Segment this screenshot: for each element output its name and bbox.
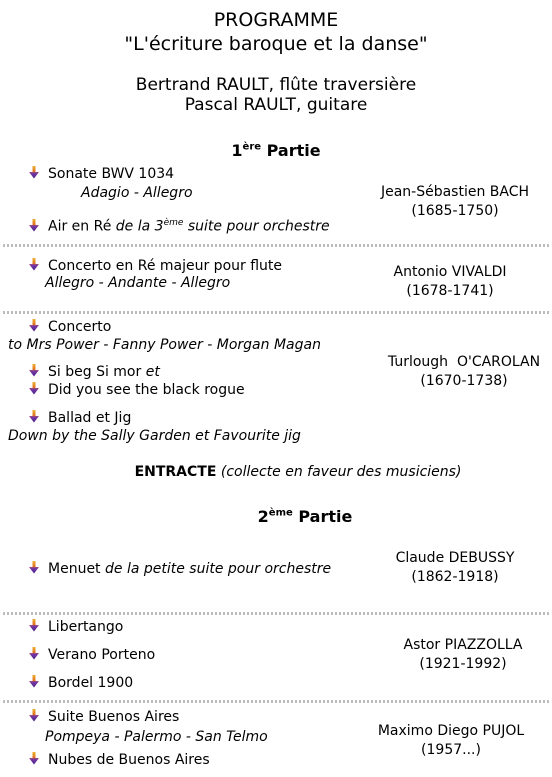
- list-item: Nubes de Buenos Aires: [28, 752, 210, 768]
- list-item: Sonate BWV 1034: [28, 166, 174, 182]
- composer-pujol: Maximo Diego PUJOL (1957...): [377, 723, 525, 758]
- list-item: Concerto en Ré majeur pour flute: [28, 258, 282, 274]
- composer-bach: Jean-Sébastien BACH (1685-1750): [380, 184, 530, 219]
- movement-text: Adagio - Allegro: [81, 185, 193, 201]
- divider: [3, 700, 549, 703]
- arrow-bullet-icon: [28, 166, 40, 179]
- composer-vivaldi: Antonio VIVALDI (1678-1741): [393, 264, 507, 299]
- performer-guitar: Pascal RAULT, guitare: [184, 95, 368, 115]
- entracte-line: ENTRACTE (collecte en faveur des musiciens): [134, 464, 462, 480]
- list-item: Bordel 1900: [28, 675, 133, 691]
- movement-text: to Mrs Power - Fanny Power - Morgan Magan: [8, 337, 321, 353]
- composer-debussy: Claude DEBUSSY (1862-1918): [395, 550, 515, 585]
- list-item: Did you see the black rogue: [28, 382, 245, 398]
- list-item: Verano Porteno: [28, 647, 155, 663]
- part-1-heading: 1ère Partie: [231, 141, 321, 160]
- list-item: Suite Buenos Aires: [28, 709, 179, 725]
- arrow-bullet-icon: [28, 709, 40, 722]
- arrow-bullet-icon: [28, 619, 40, 632]
- list-item: Ballad et Jig: [28, 410, 131, 426]
- composer-ocarolan: Turlough O'CAROLAN (1670-1738): [387, 354, 541, 389]
- composer-piazzolla: Astor PIAZZOLLA (1921-1992): [403, 637, 523, 672]
- arrow-bullet-icon: [28, 258, 40, 271]
- arrow-bullet-icon: [28, 364, 40, 377]
- part-2-heading: 2ème Partie: [257, 507, 353, 526]
- arrow-bullet-icon: [28, 382, 40, 395]
- programme-title: PROGRAMME: [213, 9, 339, 31]
- programme-subtitle: "L'écriture baroque et la danse": [124, 33, 428, 55]
- list-item: Air en Ré de la 3ème suite pour orchestre: [28, 218, 330, 235]
- divider: [3, 612, 549, 615]
- arrow-bullet-icon: [28, 675, 40, 688]
- divider: [3, 244, 549, 247]
- list-item: Libertango: [28, 619, 123, 635]
- arrow-bullet-icon: [28, 647, 40, 660]
- arrow-bullet-icon: [28, 219, 40, 232]
- arrow-bullet-icon: [28, 319, 40, 332]
- list-item: Concerto: [28, 319, 111, 335]
- list-item: Menuet de la petite suite pour orchestre: [28, 561, 331, 577]
- performer-flute: Bertrand RAULT, flûte traversière: [135, 75, 417, 95]
- arrow-bullet-icon: [28, 410, 40, 423]
- list-item: Si beg Si mor et: [28, 364, 160, 380]
- movement-text: Pompeya - Palermo - San Telmo: [45, 729, 268, 745]
- divider: [3, 311, 549, 314]
- arrow-bullet-icon: [28, 752, 40, 765]
- movement-text: Down by the Sally Garden et Favourite jig: [8, 428, 301, 444]
- arrow-bullet-icon: [28, 561, 40, 574]
- movement-text: Allegro - Andante - Allegro: [45, 275, 231, 291]
